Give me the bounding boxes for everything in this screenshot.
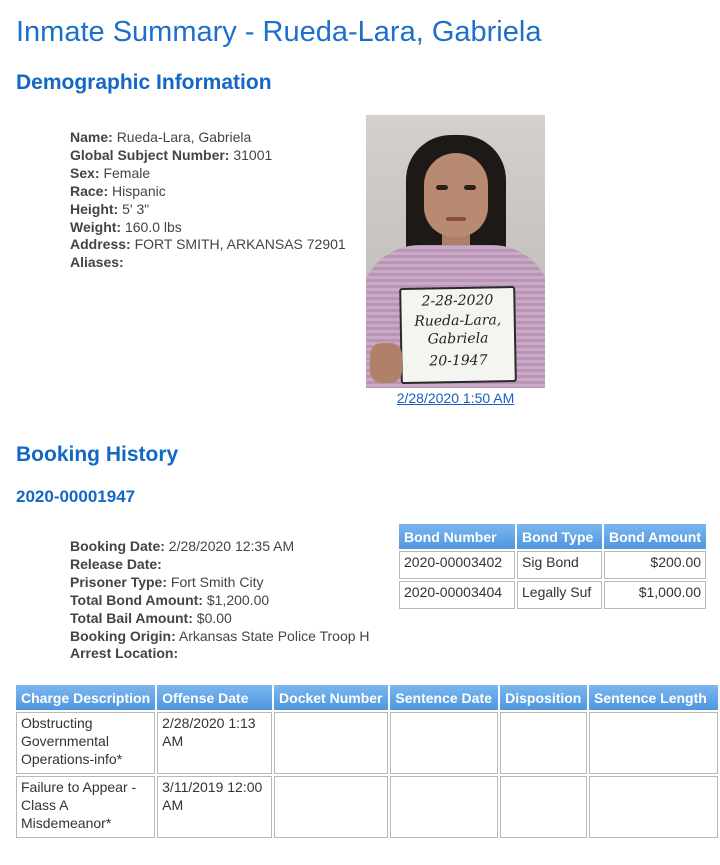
field-name: Name: Rueda-Lara, Gabriela [70,129,252,145]
page-title: Inmate Summary - Rueda-Lara, Gabriela [16,16,542,48]
bond-number-cell: 2020-00003404 [399,581,515,609]
bond-type-cell: Legally Suf [517,581,602,609]
field-booking-date: Booking Date: 2/28/2020 12:35 AM [70,538,295,554]
disposition-cell [500,776,587,838]
field-aliases: Aliases: [70,254,124,271]
placard-surname: Rueda-Lara, [414,312,502,330]
field-address: Address: FORT SMITH, ARKANSAS 72901 [70,236,346,253]
placard-date: 2-28-2020 [421,292,494,310]
field-global-subject-number: Global Subject Number: 31001 [70,146,273,163]
booking-placard [399,286,517,384]
demographic-heading: Demographic Information [16,71,272,94]
table-row [399,551,706,579]
field-weight: Weight: 160.0 lbs [70,218,182,235]
bond-table-header [399,524,706,549]
sentence-date-header[interactable]: Sentence Date [390,685,498,710]
charge-description-cell: Obstructing Governmental Operations-info* [16,712,155,774]
mugshot-photo[interactable] [366,115,545,388]
bond-amount-header[interactable]: Bond Amount [604,524,706,549]
bond-number-cell: 2020-00003402 [399,551,515,579]
table-row [16,712,718,774]
field-arrest-location: Arrest Location: [70,645,179,662]
field-total-bail-amount: Total Bail Amount: $0.00 [70,609,232,626]
bond-amount-cell: $200.00 [604,551,706,579]
field-prisoner-type: Prisoner Type: Fort Smith City [70,573,264,590]
sentence-length-header[interactable]: Sentence Length [589,685,718,710]
field-race: Race: Hispanic [70,182,166,199]
docket-number-cell [274,776,388,838]
sentence-length-cell [589,712,718,774]
table-row [16,776,718,838]
docket-number-header[interactable]: Docket Number [274,685,388,710]
sentence-date-cell [390,712,498,774]
bond-number-header[interactable]: Bond Number [399,524,515,549]
bond-type-cell: Sig Bond [517,551,602,579]
charges-table-header [16,685,718,710]
field-total-bond-amount: Total Bond Amount: $1,200.00 [70,591,270,608]
field-booking-origin: Booking Origin: Arkansas State Police Troop H [70,627,370,644]
placard-given-name: Gabriela [427,330,489,348]
charge-description-header[interactable]: Charge Description [16,685,155,710]
offense-date-cell: 3/11/2019 12:00 AM [157,776,272,838]
charges-table [14,683,720,840]
sentence-length-cell [589,776,718,838]
booking-fields [70,538,370,663]
booking-history-heading: Booking History [16,443,179,466]
docket-number-cell [274,712,388,774]
disposition-cell [500,712,587,774]
photo-date-link[interactable]: 2/28/2020 1:50 AM [396,390,515,406]
offense-date-cell: 2/28/2020 1:13 AM [157,712,272,774]
bond-type-header[interactable]: Bond Type [517,524,602,549]
field-sex: Sex: Female [70,164,151,181]
field-release-date: Release Date: [70,555,162,572]
sentence-date-cell [390,776,498,838]
offense-date-header[interactable]: Offense Date [157,685,272,710]
demographic-fields [70,129,346,272]
bond-amount-cell: $1,000.00 [604,581,706,609]
field-height: Height: 5' 3" [70,200,150,217]
bond-table [397,522,708,611]
charge-description-cell: Failure to Appear - Class A Misdemeanor* [16,776,155,838]
booking-number: 2020-00001947 [16,487,136,506]
table-row [399,581,706,609]
disposition-header[interactable]: Disposition [500,685,587,710]
placard-number: 20-1947 [429,352,488,370]
